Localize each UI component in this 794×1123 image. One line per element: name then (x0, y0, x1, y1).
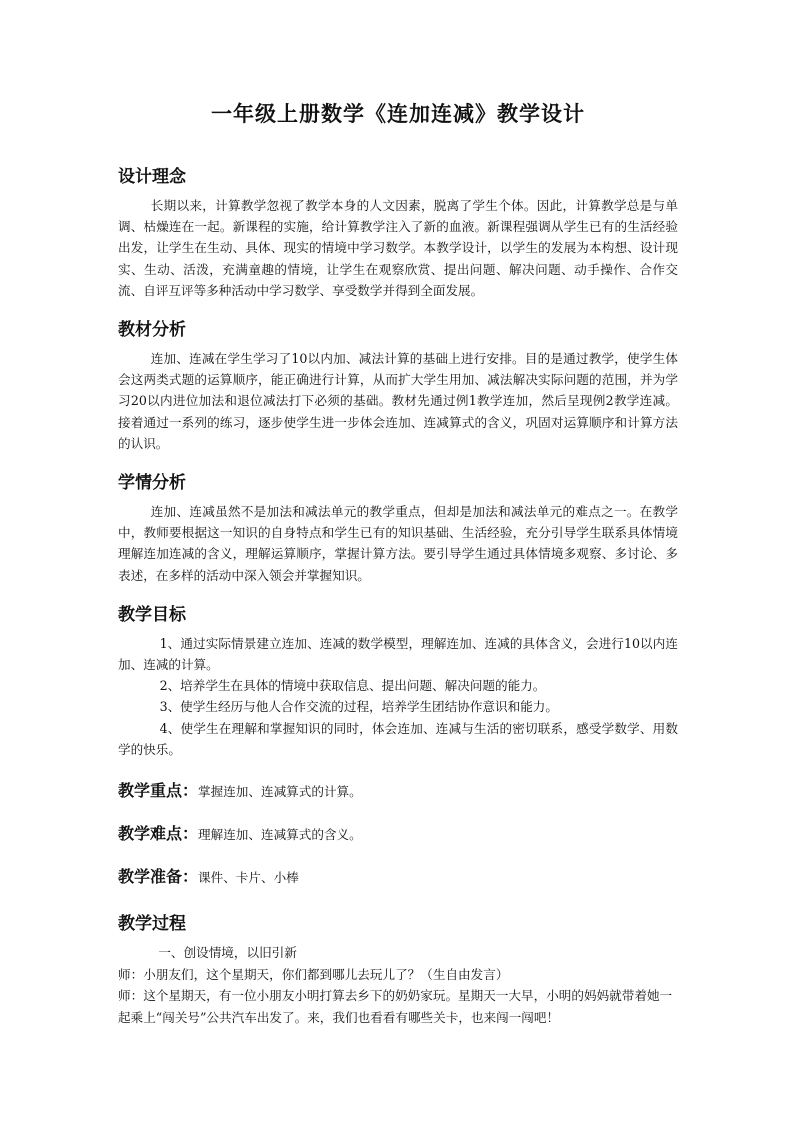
heading-material-analysis: 教材分析 (118, 320, 186, 341)
heading-goals: 教学目标 (118, 604, 186, 625)
paragraph-design-concept: 长期以来，计算教学忽视了教学本身的人文因素，脱离了学生个体。因此，计算教学总是与单调、枯燥连在一起。新课程的实施，给计算教学注入了新的血液。新课程强调从学生已有的生活经验出发，让学生在生动、具体、现实的情境中学习数学。本教学设计，以学生的发展为本构想、设计现实、生动、活泼，充满童趣的情境，让学生在观察欣赏、提出问题、解决问题、动手操作、合作交流、自评互评等多种活动中学习数学、享受数学并得到全面发展。 (118, 198, 678, 298)
preparation-row (118, 864, 678, 887)
heading-student-analysis: 学情分析 (118, 473, 186, 494)
document-title: 一年级上册数学《连加连减》教学设计 (211, 101, 585, 126)
difficulty-row (118, 821, 678, 844)
goal-item: 1、通过实际情景建立连加、连减的数学模型，理解连加、连减的具体含义，会进行10以内连加、连减的计算。 (118, 635, 678, 673)
preparation-text: 课件、卡片、小棒 (198, 870, 299, 886)
difficulty-label: 教学难点： (118, 824, 199, 844)
heading-design-concept: 设计理念 (118, 167, 186, 187)
difficulty-text: 理解连加、连减算式的含义。 (198, 827, 362, 843)
document-page (118, 98, 678, 1028)
preparation-label: 教学准备： (118, 867, 199, 887)
heading-process: 教学过程 (118, 914, 186, 935)
key-point-row (118, 778, 678, 801)
process-line: 师：小朋友们，这个星期天，你们都到哪儿去玩儿了？（生自由发言） (118, 966, 509, 982)
goal-item: 2、培养学生在具体的情境中获取信息、提出问题、解决问题的能力。 (159, 678, 546, 694)
paragraph-material-analysis: 连加、连减在学生学习了10以内加、减法计算的基础上进行安排。目的是通过教学，使学生体会这两类式题的运算顺序，能正确进行计算，从而扩大学生用加、减法解决实际问题的范围，并为学习20以内进位加法和退位减法打下必须的基础。教材先通过例1教学连加，然后呈现例2教学连减。接着通过一系列的练习，逐步使学生进一步体会连加、连减算式的含义，巩固对运算顺序和计算方法的认识。 (118, 351, 678, 451)
process-line: 师：这个星期天，有一位小朋友小明打算去乡下的奶奶家玩。星期天一大早，小明的妈妈就带着她一起乘上“闯关号”公共汽车出发了。来，我们也看看有哪些关卡，也来闯一闯吧！ (118, 988, 673, 1025)
goal-item: 3、使学生经历与他人合作交流的过程，培养学生团结协作意识和能力。 (159, 699, 558, 715)
goal-item: 4、使学生在理解和掌握知识的同时，体会连加、连减与生活的密切联系，感受学数学、用数学的快乐。 (118, 720, 678, 757)
key-point-label: 教学重点： (118, 781, 199, 801)
key-point-text: 掌握连加、连减算式的计算。 (198, 784, 362, 800)
process-line: 一、创设情境，以旧引新 (158, 945, 297, 961)
paragraph-student-analysis: 连加、连减虽然不是加法和减法单元的教学重点，但却是加法和减法单元的难点之一。在教学中，教师要根据这一知识的自身特点和学生已有的知识基础、生活经验，充分引导学生联系具体情境理解连加连减的含义，理解运算顺序，掌握计算方法。要引导学生通过具体情境多观察、多讨论、多表述，在多样的活动中深入领会并掌握知识。 (118, 504, 678, 583)
